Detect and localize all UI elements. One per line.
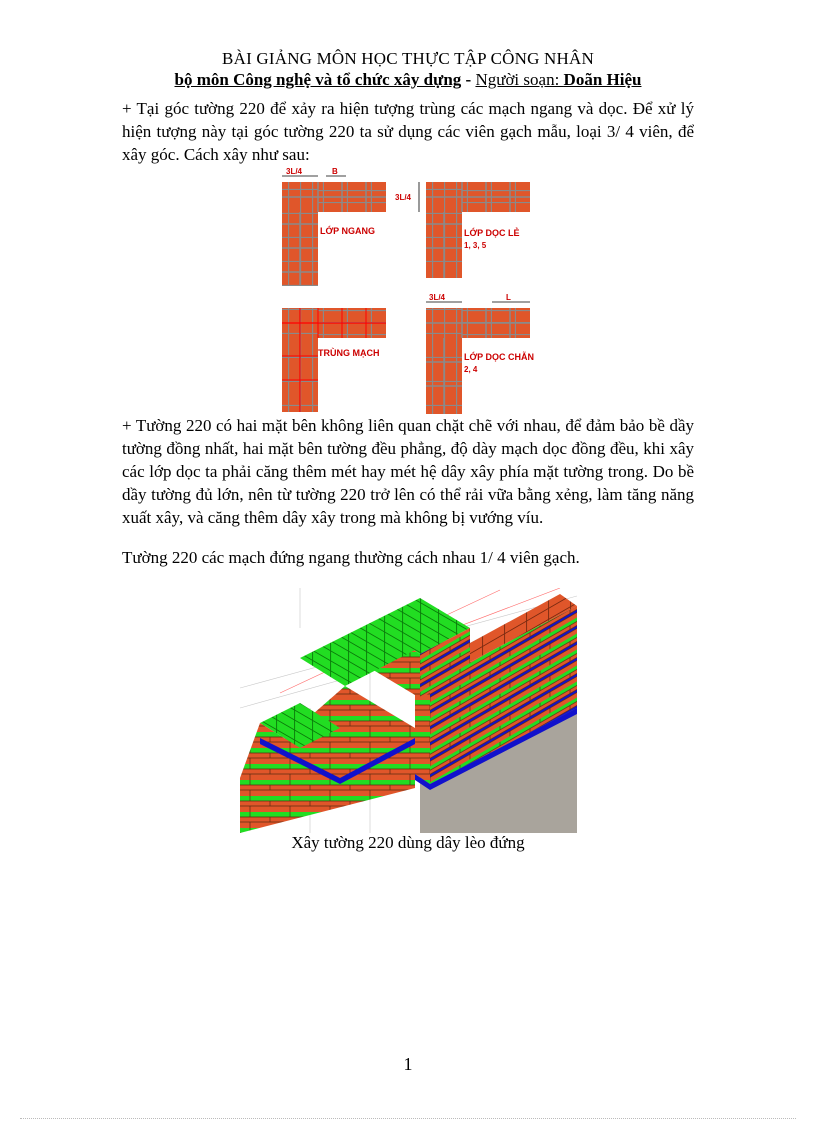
corner-brick-diagrams: [276, 166, 566, 414]
document-subtitle: [0, 70, 816, 90]
label-lop-doc-chan: LỚP DỌC CHẴN: [464, 352, 535, 362]
department: bộ môn Công nghệ và tổ chức xây dựng: [174, 70, 462, 89]
label-lop-doc-le-rows: 1, 3, 5: [464, 241, 487, 250]
dim-b: B: [332, 167, 338, 176]
separator: -: [461, 70, 476, 89]
author-name: Doãn Hiệu: [563, 70, 642, 89]
label-lop-doc-le: LỚP DỌC LẺ: [464, 228, 520, 238]
page-bottom-divider: [20, 1118, 796, 1119]
diagram-lop-ngang: [282, 167, 386, 286]
author-label: Người soạn:: [475, 70, 564, 89]
document-title: BÀI GIẢNG MÔN HỌC THỰC TẬP CÔNG NHÂN: [222, 49, 594, 68]
diagram-lop-doc-le: [395, 182, 530, 278]
dim-3l4-b: 3L/4: [395, 193, 412, 202]
dim-3l4-a: 3L/4: [286, 167, 303, 176]
paragraph-corner-intro: + Tại góc tường 220 để xảy ra hiện tượng trùng các mạch ngang và dọc. Để xử lý hiện tượng này tại góc tường 220 ta sử dụng các viên gạch mẫu, loại 3/ 4 viên, để xây góc. Cách xây như sau:: [122, 99, 694, 164]
label-lop-doc-chan-rows: 2, 4: [464, 365, 478, 374]
paragraph-wall-faces: + Tường 220 có hai mặt bên không liên quan chặt chẽ với nhau, để đảm bảo bề dầy tường đồng nhất, hai mặt bên tường đều phẳng, độ dày mạch dọc đồng đều, khi xây các lớp dọc ta phải căng thêm mét hay mét hệ dây xây phía mặt tường trong. Do bề dầy tường đủ lớn, nên từ tường 220 trở lên có thể rải vữa bằng xẻng, làm tăng năng xuất xây, và căng thêm dây xây trong mà không bị vướng víu.: [122, 416, 694, 527]
label-trung-mach: TRÙNG MẠCH: [318, 348, 380, 358]
dim-3l4-c: 3L/4: [429, 293, 446, 302]
diagram-lop-doc-chan: [426, 293, 534, 414]
figure-caption: Xây tường 220 dùng dây lèo đứng: [291, 833, 525, 852]
paragraph-joint-spacing: Tường 220 các mạch đứng ngang thường cách nhau 1/ 4 viên gạch.: [122, 548, 580, 567]
page-number: 1: [403, 1054, 413, 1074]
brick-wall-illustration: [240, 588, 577, 833]
diagram-trung-mach: [282, 308, 386, 412]
label-lop-ngang: LỚP NGANG: [320, 226, 376, 236]
dim-l: L: [506, 293, 511, 302]
